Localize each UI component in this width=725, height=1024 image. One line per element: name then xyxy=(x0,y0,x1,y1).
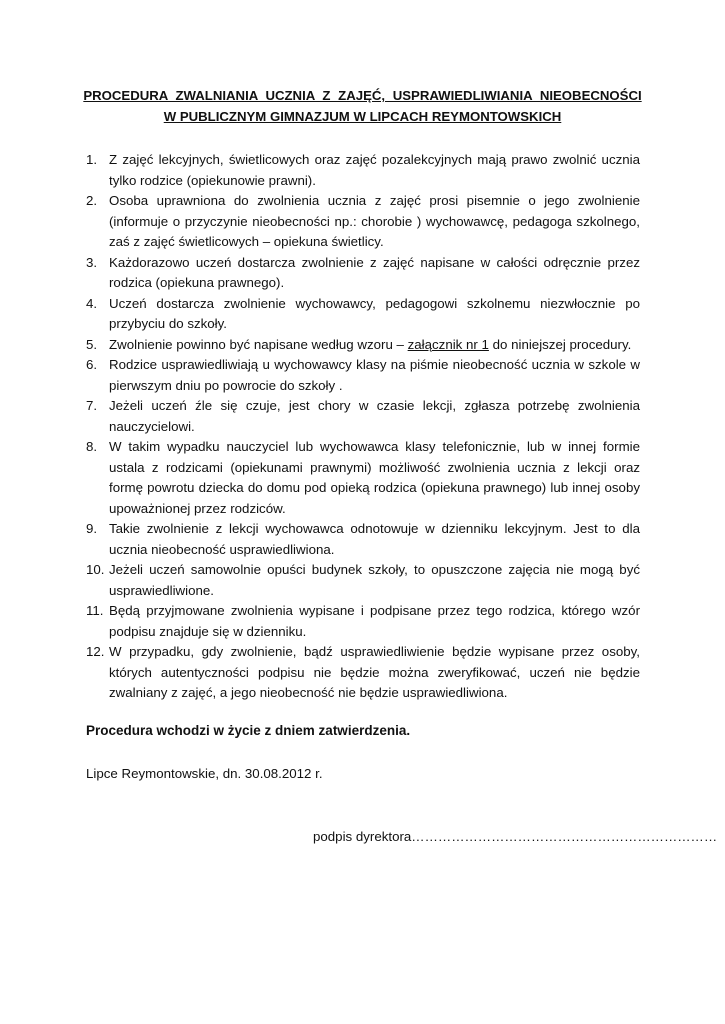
list-item-8 xyxy=(86,437,640,519)
item-text: Z zajęć lekcyjnych, świetlicowych oraz zajęć pozalekcyjnych mają prawo zwolnić ucznia tylko rodzice (opiekunowie prawni). xyxy=(109,152,640,188)
list-item-5 xyxy=(86,335,640,356)
item-text: Osoba uprawniona do zwolnienia ucznia z zajęć prosi pisemnie o jego zwolnienie (informuje o przyczynie nieobecności np.: chorobie ) wychowawcę, pedagoga szkolnego, zaś z zajęć świetlicowych – opiekuna świetlicy. xyxy=(109,193,640,249)
list-item-7 xyxy=(86,396,640,437)
item-text: Rodzice usprawiedliwiają u wychowawcy klasy na piśmie nieobecność ucznia w szkole w pierwszym dniu po powrocie do szkoły . xyxy=(109,357,640,393)
item-text: Każdorazowo uczeń dostarcza zwolnienie z zajęć napisane w całości odręcznie przez rodzica (opiekuna prawnego). xyxy=(109,254,640,290)
list-item-11 xyxy=(86,601,640,642)
item-number: 2. xyxy=(86,193,98,208)
item-number: 1. xyxy=(86,152,98,167)
list-item-10 xyxy=(86,560,640,601)
item-number: 12. xyxy=(86,644,105,659)
item-number: 8. xyxy=(86,439,98,454)
procedure-list xyxy=(86,150,640,704)
item-number: 3. xyxy=(86,254,98,270)
document-title-line-2: W PUBLICZNYM GIMNAZJUM W LIPCACH REYMONTOWSKICH xyxy=(163,109,562,124)
item-number: 6. xyxy=(86,357,98,372)
list-item-9 xyxy=(86,519,640,560)
item-number: 9. xyxy=(86,521,98,536)
item-number: 10. xyxy=(86,562,105,577)
list-item-1 xyxy=(86,150,640,191)
item-number: 4. xyxy=(86,295,98,311)
item-number: 7. xyxy=(86,398,98,413)
item-number: 5. xyxy=(86,336,98,352)
place-and-date: Lipce Reymontowskie, dn. 30.08.2012 r. xyxy=(86,766,323,781)
list-item-6 xyxy=(86,355,640,396)
item-text: Uczeń dostarcza zwolnienie wychowawcy, pedagogowi szkolnemu niezwłocznie po przybyciu do szkoły. xyxy=(109,295,640,331)
list-item-12 xyxy=(86,642,640,704)
document-title-line-1: PROCEDURA ZWALNIANIA UCZNIA Z ZAJĘĆ, USPRAWIEDLIWIANIA NIEOBECNOŚCI xyxy=(83,88,642,103)
list-item-3 xyxy=(86,253,640,294)
list-item-4 xyxy=(86,294,640,335)
item-text: Będą przyjmowane zwolnienia wypisane i podpisane przez tego rodzica, którego wzór podpisu znajduje się w dzienniku. xyxy=(109,603,640,639)
closing-statement: Procedura wchodzi w życie z dniem zatwierdzenia. xyxy=(86,723,411,738)
list-item-2 xyxy=(86,191,640,253)
item-text: W przypadku, gdy zwolnienie, bądź usprawiedliwienie będzie wypisane przez osoby, których autentyczności podpisu nie będzie można zweryfikować, uczeń nie będzie zwalniany z zajęć, a jego nieobecność nie będzie usprawiedliwiona. xyxy=(109,644,640,700)
attachment-link[interactable]: załącznik nr 1 xyxy=(407,336,489,352)
director-signature-line: podpis dyrektora…………………………………………………………… xyxy=(313,829,718,844)
item-text: Jeżeli uczeń źle się czuje, jest chory w czasie lekcji, zgłasza potrzebę zwolnienia nauczycielowi. xyxy=(109,398,640,434)
item-text-after-link: do niniejszej procedury. xyxy=(488,336,632,352)
item-text: W takim wypadku nauczyciel lub wychowawca klasy telefonicznie, lub w innej formie ustala z rodzicami (opiekunami prawnymi) możliwość zwolnienia ucznia z lekcji oraz formę powrotu dziecka do domu pod opieką rodzica (opiekuna prawnego) lub innej osoby upoważnionej przez rodziców. xyxy=(109,439,640,516)
item-text-before-link: Zwolnienie powinno być napisane według wzoru – xyxy=(109,336,408,352)
item-text: Jeżeli uczeń samowolnie opuści budynek szkoły, to opuszczone zajęcia nie mogą być usprawiedliwione. xyxy=(109,562,640,598)
item-number: 11. xyxy=(86,603,104,618)
item-text: Takie zwolnienie z lekcji wychowawca odnotowuje w dzienniku lekcyjnym. Jest to dla ucznia nieobecność usprawiedliwiona. xyxy=(109,521,640,557)
